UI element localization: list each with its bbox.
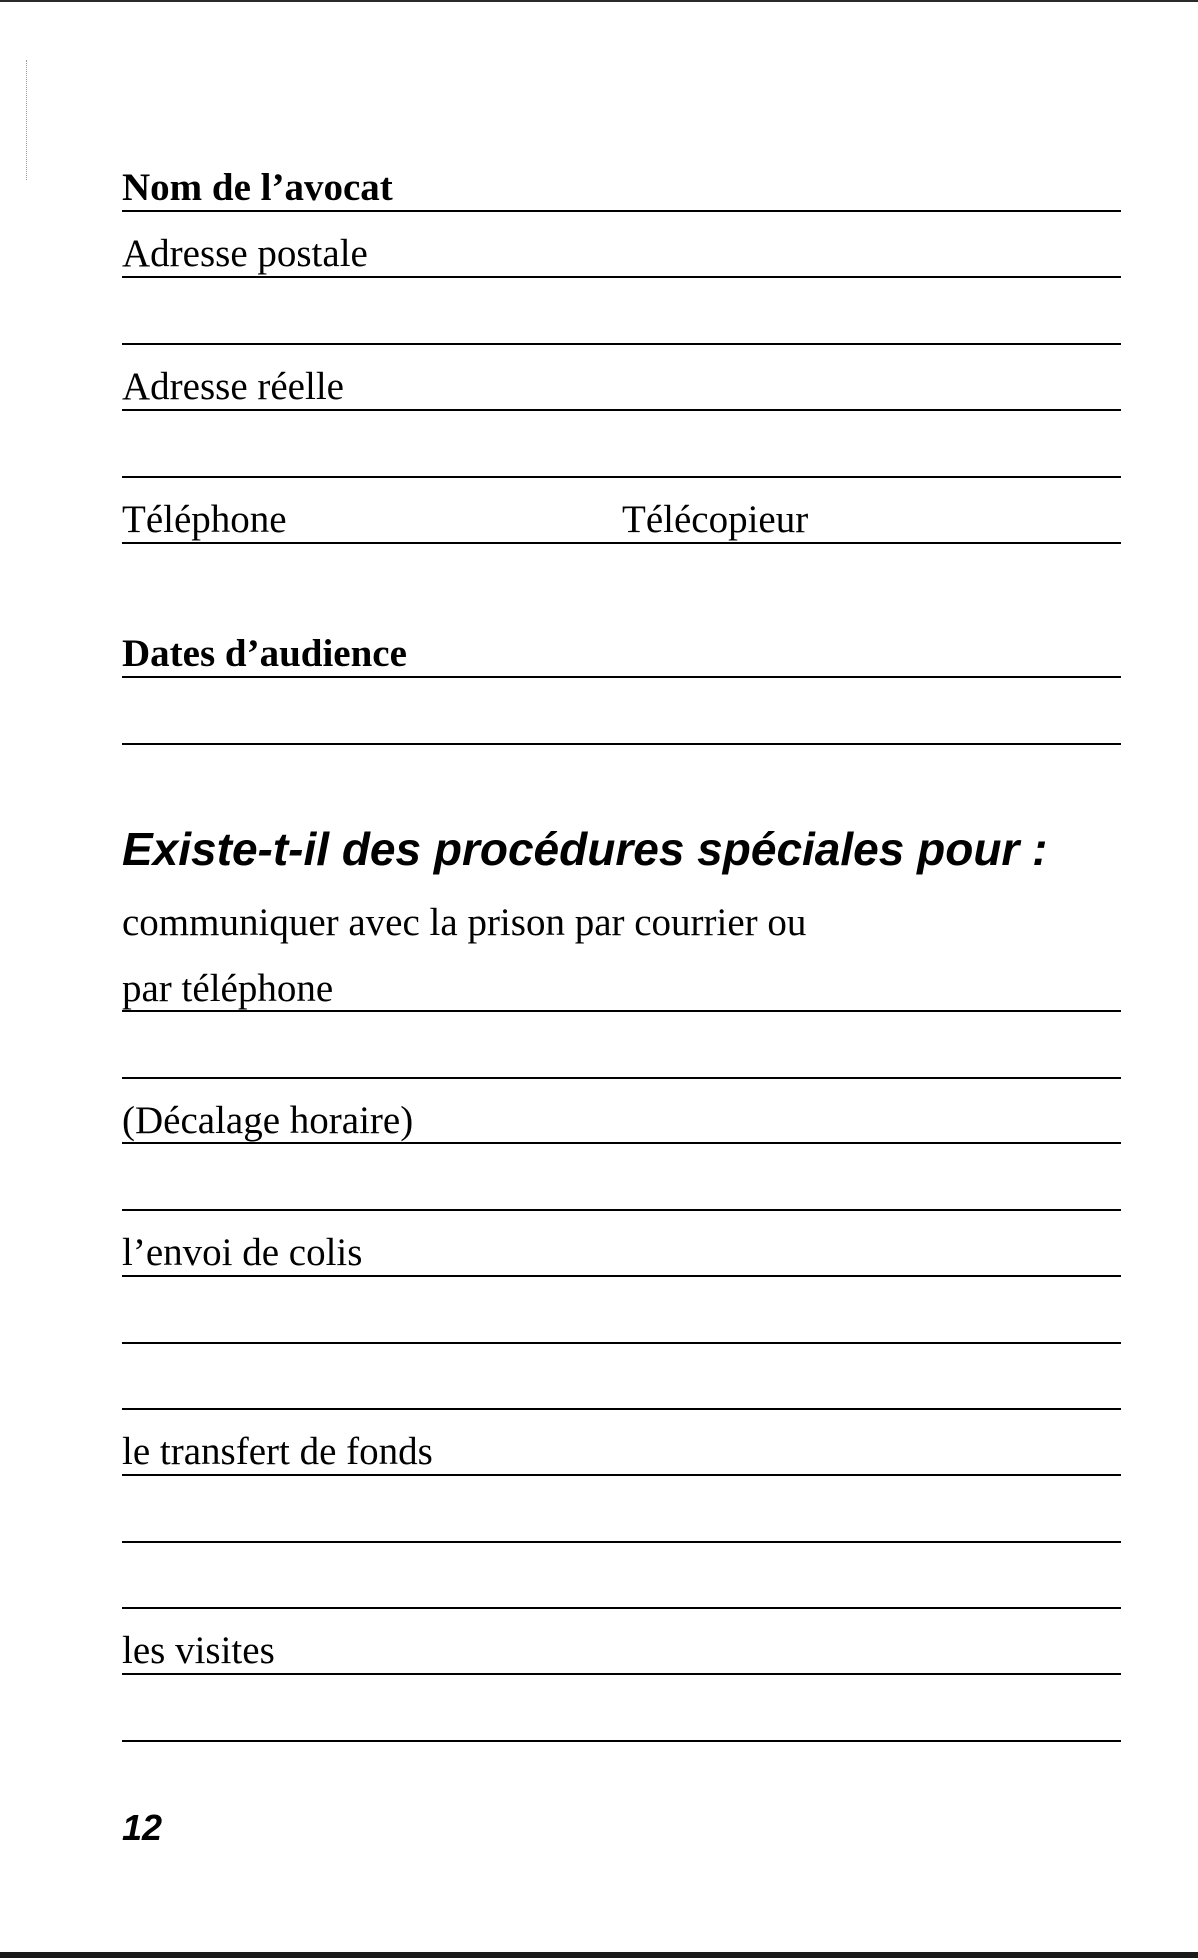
money-transfer-line-3[interactable] xyxy=(122,1607,1121,1609)
mail-phone-item-line1: communiquer avec la prison par courrier ou xyxy=(122,901,807,944)
postal-address-line[interactable] xyxy=(122,276,1121,278)
time-difference-line-2[interactable] xyxy=(122,1209,1121,1211)
parcels-line-2[interactable] xyxy=(122,1342,1121,1344)
postal-address-label: Adresse postale xyxy=(122,232,368,275)
hearing-dates-line[interactable] xyxy=(122,676,1121,678)
lawyer-name-line[interactable] xyxy=(122,210,1121,212)
phone-label: Téléphone xyxy=(122,498,287,541)
time-difference-line[interactable] xyxy=(122,1142,1121,1144)
time-difference-label: (Décalage horaire) xyxy=(122,1099,414,1142)
mail-phone-item-line2: par téléphone xyxy=(122,967,334,1010)
parcels-line[interactable] xyxy=(122,1275,1121,1277)
parcels-line-3[interactable] xyxy=(122,1408,1121,1410)
phone-fax-line[interactable] xyxy=(122,542,1121,544)
lawyer-name-label: Nom de l’avocat xyxy=(122,166,393,209)
scan-edge-marks xyxy=(26,60,28,180)
street-address-line-2[interactable] xyxy=(122,476,1121,478)
money-transfer-line-2[interactable] xyxy=(122,1541,1121,1543)
mail-phone-line-2[interactable] xyxy=(122,1077,1121,1079)
visits-label: les visites xyxy=(122,1629,275,1672)
mail-phone-line[interactable] xyxy=(122,1010,1121,1012)
money-transfer-line[interactable] xyxy=(122,1474,1121,1476)
page-number: 12 xyxy=(122,1807,163,1848)
page-top-border xyxy=(0,0,1198,2)
fax-label: Télécopieur xyxy=(622,498,809,541)
street-address-label: Adresse réelle xyxy=(122,365,344,408)
special-procedures-heading: Existe-t-il des procédures spéciales pour : xyxy=(122,823,1048,875)
hearing-dates-label: Dates d’audience xyxy=(122,632,407,675)
money-transfer-label: le transfert de fonds xyxy=(122,1430,433,1473)
visits-line[interactable] xyxy=(122,1673,1121,1675)
parcels-label: l’envoi de colis xyxy=(122,1231,363,1274)
visits-line-2[interactable] xyxy=(122,1740,1121,1742)
page-bottom-border xyxy=(0,1952,1198,1958)
street-address-line[interactable] xyxy=(122,409,1121,411)
hearing-dates-line-2[interactable] xyxy=(122,743,1121,745)
postal-address-line-2[interactable] xyxy=(122,343,1121,345)
